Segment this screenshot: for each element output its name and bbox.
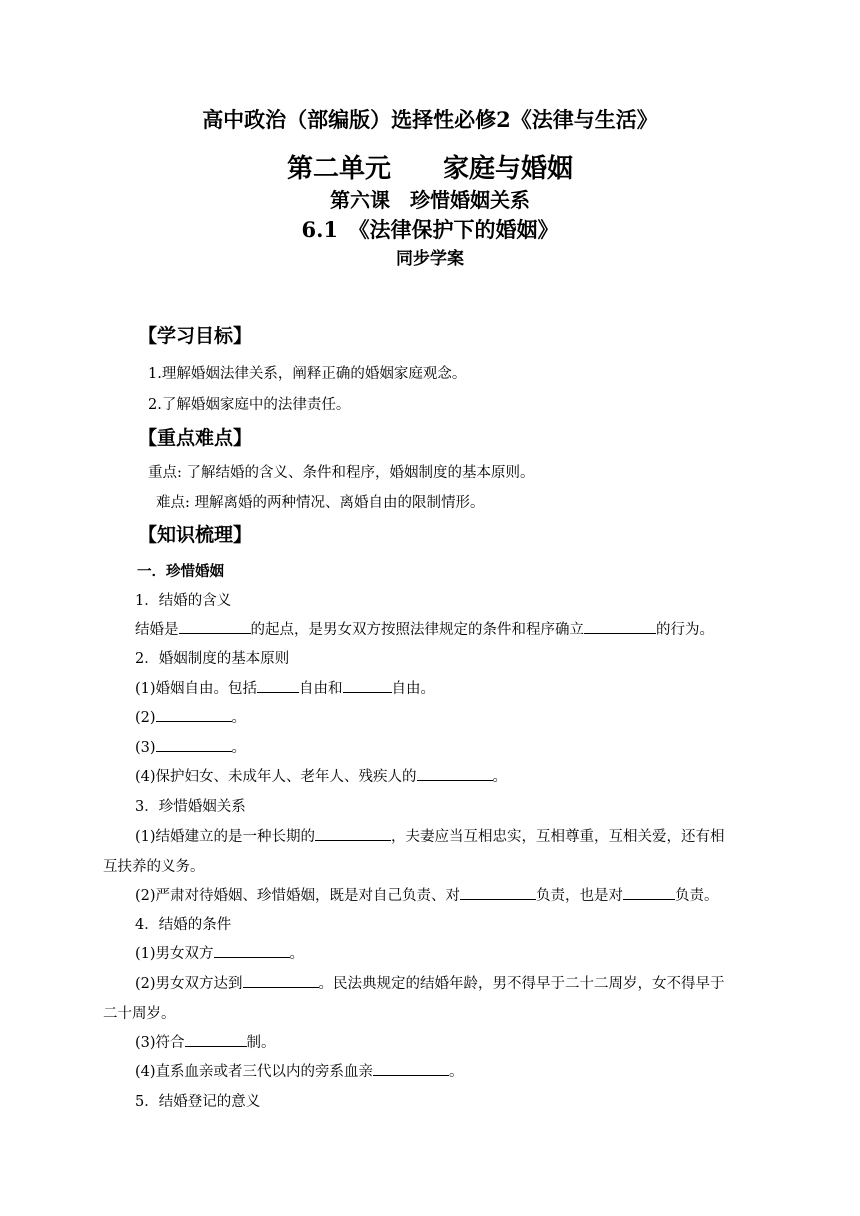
unit-title: 第二单元 家庭与婚姻 [286, 154, 573, 184]
section-title: 6.1 《法律保护下的婚姻》 [301, 217, 559, 242]
item-title: 1．结婚的含义 [135, 593, 232, 609]
answer-blank[interactable] [460, 885, 536, 900]
answer-blank[interactable] [214, 943, 290, 958]
fill-line: (2) 。 [135, 706, 246, 727]
answer-blank[interactable] [257, 678, 299, 693]
answer-blank[interactable] [315, 826, 391, 841]
answer-blank[interactable] [373, 1061, 449, 1076]
item-title: 5．结婚登记的意义 [135, 1094, 261, 1110]
difficult-point-text: 难点: 理解离婚的两种情况、离婚自由的限制情形。 [156, 495, 485, 511]
fill-line: (4)直系血亲或者三代以内的旁系血亲 。 [135, 1060, 464, 1081]
answer-blank[interactable] [243, 973, 319, 988]
fill-line: (3) 。 [135, 736, 246, 757]
subtitle: 同步学案 [396, 249, 464, 269]
knowledge-heading: 【知识梳理】 [138, 524, 253, 546]
answer-blank[interactable] [185, 1032, 247, 1047]
fill-line: (2)严肃对待婚姻、珍惜婚姻，既是对自己负责、对 负责，也是对 负责。 [135, 884, 719, 905]
objectives-heading: 【学习目标】 [138, 325, 253, 347]
fill-line: (1)结婚建立的是一种长期的 ，夫妻应当互相忠实，互相尊重，互相关爱，还有相 [135, 825, 725, 846]
answer-blank[interactable] [584, 619, 656, 634]
answer-blank[interactable] [343, 678, 392, 693]
answer-blank[interactable] [156, 707, 232, 722]
answer-blank[interactable] [417, 766, 493, 781]
lesson-title: 第六课 珍惜婚姻关系 [330, 188, 530, 212]
fill-line: (2)男女双方达到 。民法典规定的结婚年龄，男不得早于二十二周岁，女不得早于 [135, 972, 725, 993]
answer-blank[interactable] [179, 619, 251, 634]
fill-line: (4)保护妇女、未成年人、老年人、残疾人的 。 [135, 765, 507, 786]
document-title: 高中政治（部编版）选择性必修2《法律与生活》 [202, 107, 658, 132]
key-point-text: 重点: 了解结婚的含义、条件和程序，婚姻制度的基本原则。 [148, 465, 535, 481]
answer-blank[interactable] [156, 737, 232, 752]
key-points-heading: 【重点难点】 [138, 427, 253, 449]
item-title: 2．婚姻制度的基本原则 [135, 651, 290, 667]
fill-line: (1)婚姻自由。包括 自由和 自由。 [135, 677, 435, 698]
item-title: 3．珍惜婚姻关系 [135, 799, 246, 815]
answer-blank[interactable] [623, 885, 675, 900]
item-title: 4．结婚的条件 [135, 917, 232, 933]
objective-item-2: 2.了解婚姻家庭中的法律责任。 [148, 397, 351, 413]
fill-line: (1)男女双方 。 [135, 942, 304, 963]
fill-line: 结婚是 的起点，是男女双方按照法律规定的条件和程序确立 的行为。 [135, 618, 714, 639]
objective-item-1: 1.理解婚姻法律关系，阐释正确的婚姻家庭观念。 [148, 366, 467, 382]
part-heading: 一．珍惜婚姻 [137, 563, 224, 580]
text-line: 互扶养的义务。 [103, 859, 205, 875]
text-line: 二十周岁。 [103, 1006, 176, 1022]
fill-line: (3)符合 制。 [135, 1031, 276, 1052]
